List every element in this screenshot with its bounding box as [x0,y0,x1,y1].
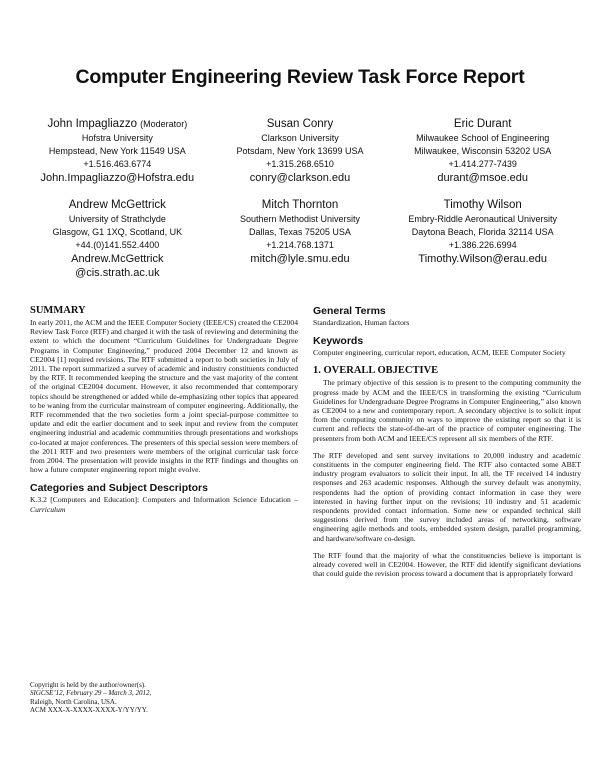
author-name: John Impagliazzo (Moderator) [47,118,188,130]
author-affiliation: Hofstra University [81,133,153,143]
author-email[interactable]: conry@clarkson.edu [249,172,351,184]
author-phone: +1.214.768.1371 [266,240,334,250]
author-phone: +1.386.226.6994 [448,240,517,250]
general-terms-text: Standardization, Human factors [313,318,410,327]
copyright-block [30,681,230,715]
categories-text: K.3.2 [Computers and Education]: Computers and Information Science Education – Curriculum [30,495,298,514]
paper-title: Computer Engineering Review Task Force Report [75,66,525,88]
overall-objective-heading: 1. OVERALL OBJECTIVE [313,365,439,377]
author-name: Eric Durant [453,118,512,130]
acm-isbn-line: ACM XXX-X-XXXX-XXXX-Y/YY/YY. [30,706,148,715]
summary-text: In early 2011, the ACM and the IEEE Computer Society (IEEE/CS) created the CE2004 Review Task Force (RTF) and charged it with the task of reviewing and determining the extent to which the document “Curriculum Guidelines for Undergraduate Degree Programs in Computer Engineering,” produced 2004 December 12 and known as CE2004 [1] required revisions. The RTF submitted a report to both societies in July of 2011. The report summarized a survey of academic and industry constituents conducted by the RTF. It recommended keeping the structure and the vast majority of the content of the original CE2004 document. However, it also recommended that contemporary topics should be strengthened or added while de-emphasizing other topics that appeared to be waning from the curricular mainstream of computer engineering. Additionally, the RTF recommended that the two societies form a joint special-purpose committee to update and edit the earlier document and to seek input and review from the computer engineering industrial and academic communities through presentations and workshops co-located at major conferences. The presenters of this special session were members of the 2011 RTF and two presenters were members of the original curricular task force from 2004. The presentation will provide insights in the RTF findings and thoughts on how a future computer engineering report might evolve. [30,318,298,475]
author-phone: +1.516.463.6774 [83,159,152,169]
author-email[interactable]: durant@msoe.edu [437,172,529,184]
left-column [30,305,298,514]
right-column [313,305,581,578]
location-line: Raleigh, North Carolina, USA. [30,697,117,706]
author-email[interactable]: John.Impagliazzo@Hofstra.edu [40,172,195,184]
general-terms-heading: General Terms [313,305,386,317]
author-affiliation: University of Strathclyde [68,214,166,224]
overall-paragraph: The primary objective of this session is to present to the computing community the progress made by ACM and the IEEE/CS in transforming the existing “Curriculum Guidelines for Undergraduate Degree Programs in Computer Engineering,” also known as CE2004 to a new and contemporary report. A secondary objective is to solicit input from the computing community on ways to improve the existing report so that it is current and reflects the state-of-the-art of the practice of computer engineering. The presenters from both ACM and IEEE/CS represent all six members of the RTF. [313,378,581,443]
author-name: Andrew McGettrick [68,199,166,211]
author-affiliation: Embry-Riddle Aeronautical University [408,214,557,224]
author-email[interactable]: mitch@lyle.smu.edu [250,253,350,265]
author-address: Dallas, Texas 75205 USA [249,227,351,237]
author-block [391,198,574,280]
author-affiliation: Clarkson University [261,133,339,143]
keywords-text: Computer engineering, curricular report, education, ACM, IEEE Computer Society [313,348,566,358]
author-affiliation: Milwaukee School of Engineering [416,133,550,143]
authors-row-1 [26,117,574,185]
overall-paragraph: The RTF found that the majority of what the constituencies believe is important is already covered well in CE2004. However, the RTF did identify significant deviations that could guide the revision process toward a document that is appropriately forward [313,550,581,579]
author-email[interactable]: Andrew.McGettrick [71,253,164,265]
authors-row-2 [26,198,574,280]
author-address: Potsdam, New York 13699 USA [236,146,364,156]
author-name: Susan Conry [266,118,334,130]
author-address: Hempstead, New York 11549 USA [48,146,186,156]
author-affiliation: Southern Methodist University [239,214,361,224]
author-email[interactable]: Timothy.Wilson@erau.edu [418,253,547,265]
author-block [26,117,209,185]
author-block [209,198,392,280]
categories-heading: Categories and Subject Descriptors [30,482,208,495]
author-phone: +1.414.277-7439 [448,159,517,169]
copyright-line: Copyright is held by the author/owner(s). [30,681,146,689]
author-block [391,117,574,185]
author-address: Glasgow, G1 1XQ, Scotland, UK [52,227,183,237]
author-address: Daytona Beach, Florida 32114 USA [411,227,554,237]
overall-paragraph: The RTF developed and sent survey invitations to 20,000 industry and academic constituents in the computer engineering field. The RTF also contacted some ABET industry program evaluators to solicit their input. In all, the TF received 14 industry responses and 263 academic responses. Although the survey default was anonymity, respondents had the option of providing contact information in case they were interested in having further input on the revisions; 10 industry and 51 academic respondents provided contact information. Some new or expanded technical skill suggestions derived from the survey included areas of networking, software engineering agile methods and tools, embedded system design, parallel programming, and hardware/software co-design. [313,450,581,543]
summary-heading: SUMMARY [30,305,86,316]
author-phone: +1.315.268.6510 [266,159,334,169]
author-name: Mitch Thornton [261,199,339,211]
author-name: Timothy Wilson [443,199,522,211]
conference-line: SIGCSE’12, February 29 – March 3, 2012, [30,689,152,698]
categories-italic: Curriculum [30,504,66,514]
author-block [26,198,209,280]
author-block [209,117,392,185]
author-address: Milwaukee, Wisconsin 53202 USA [414,146,552,156]
author-email-continued[interactable]: @cis.strath.ac.uk [75,267,160,279]
author-phone: +44.(0)141.552.4400 [75,240,160,250]
keywords-heading: Keywords [313,335,364,348]
